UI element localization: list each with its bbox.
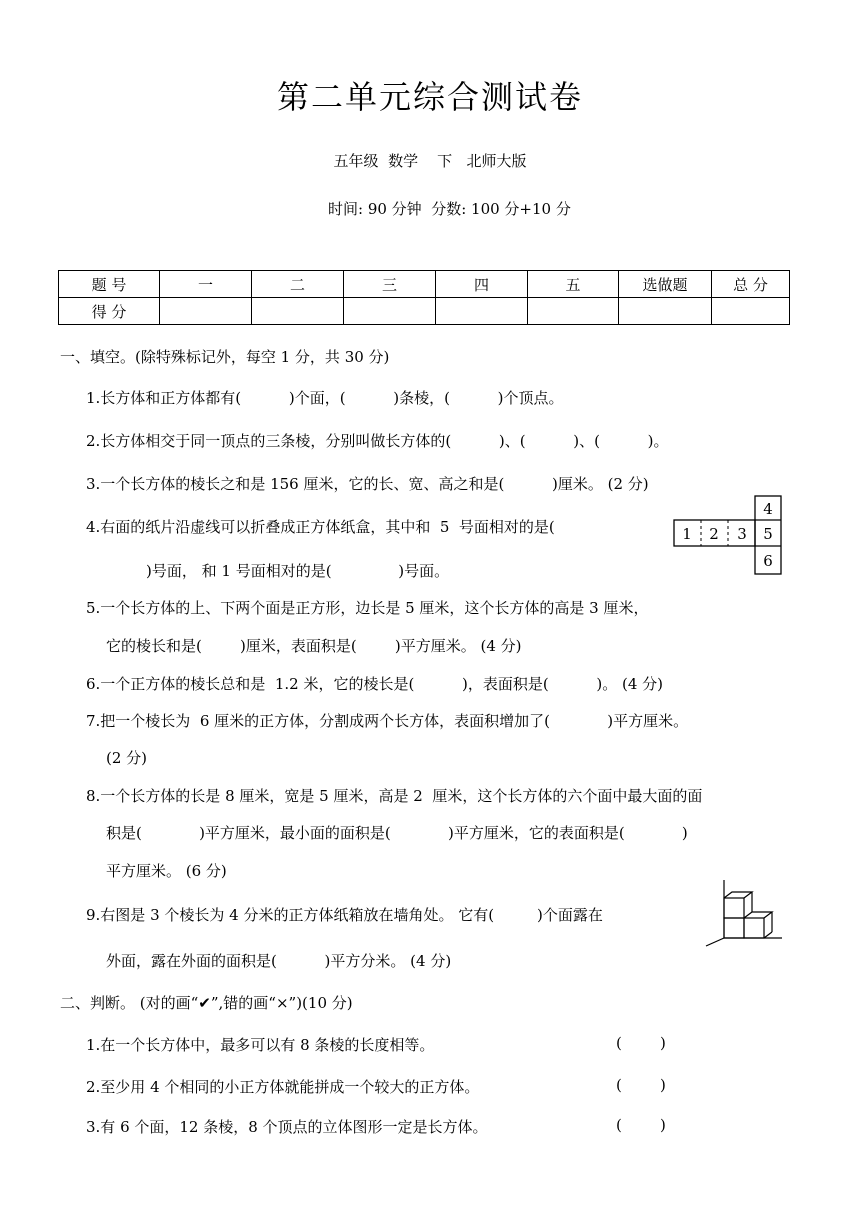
net-label-6: 6 — [763, 552, 773, 570]
net-label-1: 1 — [682, 525, 692, 543]
question-5-line-1: 5.一个长方体的上、下两个面是正方形，边长是 5 厘米，这个长方体的高是 3 厘米， — [86, 599, 649, 617]
question-7-line-2: (2 分) — [106, 749, 148, 767]
net-label-4: 4 — [763, 500, 773, 518]
score-table-cell: 四 — [436, 271, 528, 298]
judge-answer-bracket[interactable]: ( ) — [616, 1116, 666, 1134]
question-8-line-3: 平方厘米。 (6 分) — [106, 862, 227, 880]
score-table — [58, 270, 790, 325]
judge-answer-bracket[interactable]: ( ) — [616, 1076, 666, 1094]
net-label-3: 3 — [737, 525, 747, 543]
question-8-line-2: 积是( )平方厘米，最小面的面积是( )平方厘米，它的表面积是( ) — [106, 824, 688, 842]
question-9-line-2: 外面，露在外面的面积是( )平方分米。 (4 分) — [106, 952, 452, 970]
judge-item-2: 2.至少用 4 个相同的小正方体就能拼成一个较大的正方体。 — [86, 1078, 480, 1096]
score-table-cell: 总 分 — [712, 271, 790, 298]
score-table-cell: 题 号 — [59, 271, 160, 298]
question-9-line-1: 9.右图是 3 个棱长为 4 分米的正方体纸箱放在墙角处。 它有( )个面露在 — [86, 906, 603, 924]
corner-cubes-figure — [704, 880, 784, 950]
question-1: 1.长方体和正方体都有( )个面，( )条棱，( )个顶点。 — [86, 389, 564, 407]
score-table-score-row — [59, 298, 790, 325]
judge-item-1: 1.在一个长方体中，最多可以有 8 条棱的长度相等。 — [86, 1036, 435, 1054]
score-input-cell[interactable] — [528, 298, 619, 325]
question-7-line-1: 7.把一个棱长为 6 厘米的正方体，分割成两个长方体，表面积增加了( )平方厘米。 — [86, 712, 689, 730]
score-table-header-row — [59, 271, 790, 298]
question-4-line-1: 4.右面的纸片沿虚线可以折叠成正方体纸盒，其中和 5 号面相对的是( — [86, 518, 555, 536]
cube-net-figure — [672, 494, 784, 578]
score-table-cell: 二 — [252, 271, 344, 298]
score-table-cell: 三 — [344, 271, 436, 298]
score-table-cell: 五 — [528, 271, 619, 298]
question-6: 6.一个正方体的棱长总和是 1.2 米，它的棱长是( )，表面积是( )。 (4 分) — [86, 675, 664, 693]
page-title: 第二单元综合测试卷 — [276, 78, 583, 116]
score-input-cell[interactable] — [436, 298, 528, 325]
score-input-cell[interactable] — [160, 298, 252, 325]
score-table-cell: 选做题 — [619, 271, 712, 298]
subtitle: 五年级 数学 下 北师大版 — [333, 152, 527, 170]
question-5-line-2: 它的棱长和是( )厘米，表面积是( )平方厘米。 (4 分) — [106, 637, 522, 655]
score-table-cell: 一 — [160, 271, 252, 298]
question-8-line-1: 8.一个长方体的长是 8 厘米，宽是 5 厘米，高是 2 厘米，这个长方体的六个面中最大面的面 — [86, 787, 703, 805]
score-input-cell[interactable] — [619, 298, 712, 325]
score-input-cell[interactable] — [712, 298, 790, 325]
question-4-line-2: )号面， 和 1 号面相对的是( )号面。 — [146, 562, 450, 580]
score-input-cell[interactable] — [252, 298, 344, 325]
score-table-cell: 得 分 — [59, 298, 160, 325]
exam-meta: 时间: 90 分钟 分数: 100 分+10 分 — [328, 200, 571, 218]
score-input-cell[interactable] — [344, 298, 436, 325]
question-3: 3.一个长方体的棱长之和是 156 厘米，它的长、宽、高之和是( )厘米。 (2 分) — [86, 475, 649, 493]
net-label-2: 2 — [709, 525, 719, 543]
net-label-5: 5 — [763, 525, 773, 543]
section1-heading: 一、填空。(除特殊标记外，每空 1 分，共 30 分) — [60, 348, 390, 366]
section2-heading: 二、判断。 (对的画“✔”,错的画“×”)(10 分) — [60, 994, 353, 1012]
judge-answer-bracket[interactable]: ( ) — [616, 1034, 666, 1052]
question-2: 2.长方体相交于同一顶点的三条棱，分别叫做长方体的( )、( )、( )。 — [86, 432, 669, 450]
judge-item-3: 3.有 6 个面，12 条棱，8 个顶点的立体图形一定是长方体。 — [86, 1118, 488, 1136]
